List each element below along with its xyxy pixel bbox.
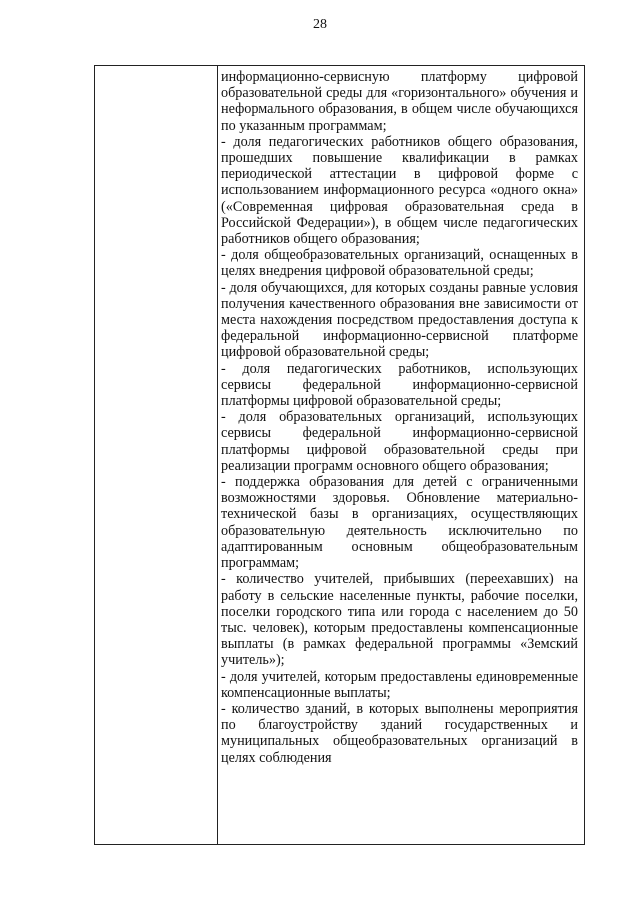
paragraph: - доля учителей, которым предоставлены единовременные компенсационные выплаты; — [221, 668, 578, 701]
paragraph: информационно-сервисную платформу цифровой образовательной среды для «горизонтального» обучения и неформального образования, в общем числе обучающихся по указанным программам; — [221, 69, 578, 134]
paragraph: - количество учителей, прибывших (переехавших) на работу в сельские населенные пункты, рабочие поселки, поселки городского типа или города с населением до 50 тыс. человек), которым предоставлены компенсационные выплаты (в рамках федеральной программы «Земский учитель»); — [221, 571, 578, 669]
table-right-cell — [221, 69, 578, 766]
document-table — [94, 65, 585, 845]
paragraph: - доля обучающихся, для которых созданы равные условия получения качественного образования вне зависимости от места нахождения посредством предоставления доступа к федеральной информационно-сервисной платформе цифровой образовательной среды; — [221, 279, 578, 361]
paragraph: - поддержка образования для детей с ограниченными возможностями здоровья. Обновление материально-технической базы в организациях, осуществляющих образовательную деятельность исключительно по адаптированным основным общеобразовательным программам; — [221, 474, 578, 572]
paragraph: - доля образовательных организаций, использующих сервисы федеральной информационно-сервисной платформы цифровой образовательной среды при реализации программ основного общего образования; — [221, 409, 578, 474]
page-number: 28 — [313, 17, 327, 32]
paragraph: - количество зданий, в которых выполнены мероприятия по благоустройству зданий государственных и муниципальных общеобразовательных организаций в целях соблюдения — [221, 700, 578, 766]
table-column-divider — [217, 66, 218, 844]
paragraph: - доля педагогических работников общего образования, прошедших повышение квалификации в рамках периодической аттестации в цифровой форме с использованием информационного ресурса «одного окна» («Современная цифровая образовательная среда в Российской Федерации»), в общем числе педагогических работников общего образования; — [221, 133, 578, 248]
paragraph: - доля общеобразовательных организаций, оснащенных в целях внедрения цифровой образовательной среды; — [221, 247, 578, 280]
paragraph: - доля педагогических работников, использующих сервисы федеральной информационно-сервисной платформы цифровой образовательной среды; — [221, 360, 578, 410]
